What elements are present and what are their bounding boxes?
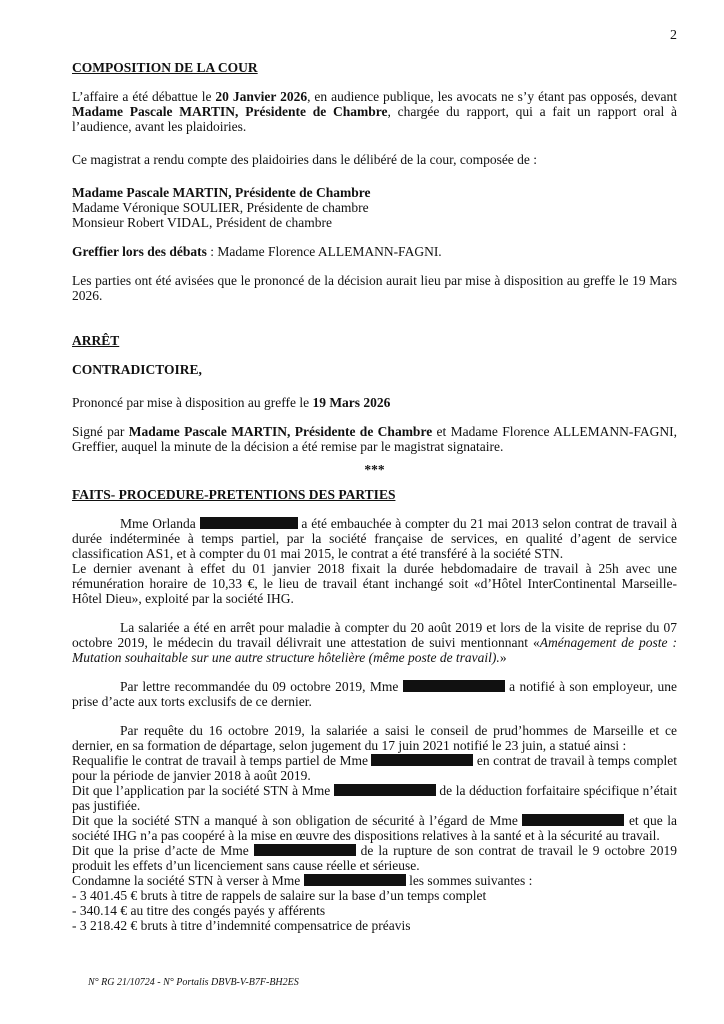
decision-item-2: Dit que l’application par la société STN à Mme de la déduction forfaitaire spécifique n’était pas justifiée. [72, 783, 678, 813]
arret-heading: ARRÊT [72, 333, 120, 348]
composition-heading: COMPOSITION DE LA COUR [72, 60, 258, 75]
faits-heading: FAITS- PROCEDURE-PRETENTIONS DES PARTIES [72, 487, 396, 502]
composition-paragraph-2: Ce magistrat a rendu compte des plaidoiries dans le délibéré de la cour, composée de : [72, 152, 538, 167]
arret-type: CONTRADICTOIRE, [72, 362, 202, 377]
faits-paragraph-2: La salariée a été en arrêt pour maladie à compter du 20 août 2019 et lors de la visite de reprise du 07 octobre 2019, le médecin du travail délivrait une attestation de suivi mentionnant «Aménagement de poste : Mutation souhaitable sur une autre structure hôtelière (même poste de travail).» [72, 620, 677, 665]
redaction-bar [403, 680, 505, 692]
court-member-president: Madame Pascale MARTIN, Présidente de Chambre [72, 185, 371, 200]
redaction-bar [334, 784, 436, 796]
sum-line-1: - 3 401.45 € bruts à titre de rappels de salaire sur la base d’un temps complet [72, 888, 487, 903]
faits-paragraph-3: Par lettre recommandée du 09 octobre 2019, Mme a notifié à son employeur, une prise d’acte aux torts exclusifs de ce dernier. [72, 679, 677, 709]
decision-item-4: Dit que la prise d’acte de Mme de la rupture de son contrat de travail le 9 octobre 2019 produit les effets d’un licenciement sans cause réelle et sérieuse. [72, 843, 677, 873]
composition-paragraph-3: Les parties ont été avisées que le prononcé de la décision aurait lieu par mise à disposition au greffe le 19 Mars 2026. [72, 273, 677, 303]
faits-paragraph-1b: Le dernier avenant à effet du 01 janvier 2018 fixait la durée hebdomadaire de travail à 25h avec une rémunération horaire de 10,33 €, le lieu de travail étant inchangé soit «d’Hôtel InterContinental Marseille- Hôtel Dieu», exploité par la société IHG. [72, 561, 677, 606]
court-member-2: Madame Véronique SOULIER, Présidente de chambre [72, 200, 369, 215]
separator: *** [364, 462, 385, 477]
decision-item-1: Requalifie le contrat de travail à temps partiel de Mme en contrat de travail à temps complet pour la période de janvier 2018 à août 2019. [72, 753, 677, 783]
page-number: 2 [670, 28, 677, 43]
greffier-line: Greffier lors des débats : Madame Florence ALLEMANN-FAGNI. [72, 244, 442, 259]
pronounce-line: Prononcé par mise à disposition au greffe le 19 Mars 2026 [72, 395, 391, 410]
faits-paragraph-1: Mme Orlanda a été embauchée à compter du 21 mai 2013 selon contrat de travail à durée indéterminée à temps partiel, par la société française de services, en qualité d’agent de service classification AS1, et à compter du 01 mai 2015, le contrat a été transféré à la société STN. [72, 516, 677, 561]
redaction-bar [304, 874, 406, 886]
decision-item-5: Condamne la société STN à verser à Mme les sommes suivantes : [72, 873, 533, 888]
signature-paragraph: Signé par Madame Pascale MARTIN, Présidente de Chambre et Madame Florence ALLEMANN-FAGNI, Greffier, auquel la minute de la décision a été remise par le magistrat signataire. [72, 424, 677, 454]
redaction-bar [254, 844, 356, 856]
redaction-bar [200, 517, 298, 529]
redaction-bar [522, 814, 624, 826]
composition-paragraph-1: L’affaire a été débattue le 20 Janvier 2026, en audience publique, les avocats ne s’y étant pas opposés, devant Madame Pascale MARTIN, Présidente de Chambre, chargée du rapport, qui a fait un rapport oral à l’audience, avant les plaidoiries. [72, 89, 678, 134]
faits-paragraph-4: Par requête du 16 octobre 2019, la salariée a saisi le conseil de prud’hommes de Marseille et ce dernier, en sa formation de départage, selon jugement du 17 juin 2021 notifié le 23 juin, a statué ainsi : [72, 723, 677, 753]
footer-reference: N° RG 21/10724 - N° Portalis DBVB-V-B7F-BH2ES [88, 977, 299, 988]
decision-item-3: Dit que la société STN a manqué à son obligation de sécurité à l’égard de Mme et que la société IHG n’a pas coopéré à la mise en œuvre des dispositions relatives à la santé et à la sécurité au travail. [72, 813, 677, 843]
sum-line-2: - 340.14 € au titre des congés payés y afférents [72, 903, 326, 918]
page-content [72, 60, 677, 933]
court-member-3: Monsieur Robert VIDAL, Président de chambre [72, 215, 332, 230]
redaction-bar [371, 754, 473, 766]
sum-line-3: - 3 218.42 € bruts à titre d’indemnité compensatrice de préavis [72, 918, 411, 933]
